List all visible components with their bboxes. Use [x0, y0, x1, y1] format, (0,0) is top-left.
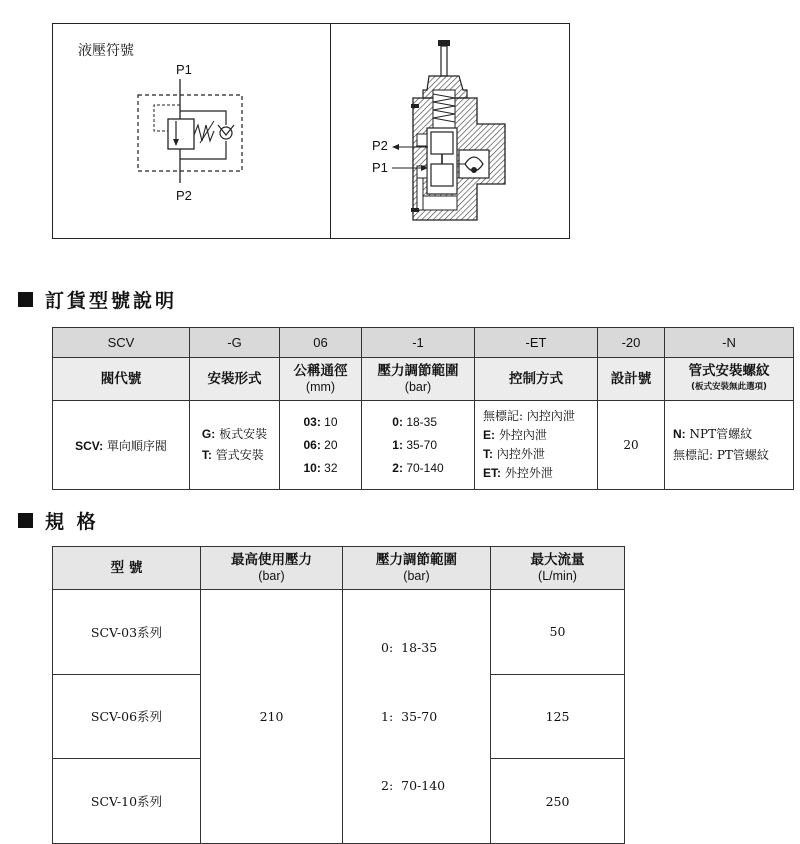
header-thread-note: (板式安裝無此選項) — [691, 382, 767, 392]
specs-header-flow-unit: (L/min) — [538, 569, 577, 583]
heading-square-icon — [18, 513, 33, 528]
valve-section-diagram — [405, 38, 510, 226]
thread-desc: NPT管螺紋 — [689, 427, 753, 441]
mounting-code: T: — [201, 448, 212, 462]
control-code: ET: — [483, 466, 501, 480]
thread-desc: 無標記: PT管螺紋 — [673, 448, 769, 462]
size-code: 03: — [303, 414, 321, 429]
spec-range-item: 1: 35-70 — [381, 709, 438, 724]
size-item — [303, 457, 337, 480]
symbol-port-p1: P1 — [176, 62, 192, 77]
specs-table — [52, 546, 625, 844]
specs-header-max-pressure-main: 最高使用壓力 — [231, 552, 312, 568]
pressure-cell — [362, 401, 475, 490]
header-series: 閥代號 — [53, 358, 190, 401]
specs-heading-text: 規 格 — [45, 511, 99, 533]
header-size-main: 公稱通徑 — [293, 363, 348, 379]
code-cell: -N — [665, 328, 794, 358]
table-row — [53, 590, 625, 675]
pressure-val: 18-35 — [406, 414, 438, 429]
pressure-code: 2: — [392, 460, 403, 475]
code-cell: -ET — [475, 328, 598, 358]
specs-header-range — [343, 547, 491, 590]
code-cell: -20 — [598, 328, 665, 358]
specs-header-max-pressure — [201, 547, 343, 590]
code-cell: 06 — [280, 328, 362, 358]
pressure-item — [392, 411, 443, 434]
thread-cell — [665, 401, 794, 490]
section-port-p2: P2 — [372, 138, 388, 153]
header-pressure-unit: (bar) — [404, 380, 432, 394]
control-desc: 無標記: 內控內泄 — [483, 409, 575, 423]
detail-row — [53, 401, 794, 490]
design-cell: 20 — [598, 401, 665, 490]
symbol-port-p2: P2 — [176, 188, 192, 203]
size-val: 20 — [324, 437, 338, 452]
size-item — [303, 411, 337, 434]
section-port-arrows — [390, 140, 430, 174]
control-code: E: — [483, 428, 495, 442]
hydraulic-symbol-diagram — [130, 75, 250, 187]
header-thread-main: 管式安裝螺紋 — [688, 363, 770, 379]
spec-model: SCV-06系列 — [53, 674, 201, 759]
specs-header-flow-main: 最大流量 — [530, 552, 585, 568]
spec-flow: 125 — [491, 674, 625, 759]
thread-item — [673, 445, 793, 466]
header-thread — [665, 358, 794, 401]
specs-header-row — [53, 547, 625, 590]
size-val: 32 — [324, 460, 338, 475]
size-code: 10: — [303, 460, 321, 475]
control-desc: 外控內泄 — [498, 428, 547, 442]
size-val: 10 — [324, 414, 338, 429]
spec-model: SCV-03系列 — [53, 590, 201, 675]
spec-max-pressure: 210 — [201, 590, 343, 844]
ordering-table — [52, 327, 794, 490]
size-item — [303, 434, 337, 457]
control-item — [483, 445, 597, 464]
section-port-p1: P1 — [372, 160, 388, 175]
specs-header-model: 型 號 — [53, 547, 201, 590]
spec-range-item: 2: 70-140 — [381, 778, 446, 793]
header-design: 設計號 — [598, 358, 665, 401]
control-desc: 外控外泄 — [504, 466, 553, 480]
pressure-val: 70-140 — [406, 460, 444, 475]
mounting-cell — [190, 401, 280, 490]
spec-model: SCV-10系列 — [53, 759, 201, 844]
control-desc: 內控外泄 — [496, 447, 545, 461]
header-pressure — [362, 358, 475, 401]
mounting-desc: 管式安裝 — [215, 448, 264, 462]
specs-header-range-unit: (bar) — [403, 569, 430, 583]
header-control: 控制方式 — [475, 358, 598, 401]
pressure-code: 1: — [392, 437, 403, 452]
symbol-title: 液壓符號 — [78, 43, 134, 59]
series-desc: 單向順序閥 — [106, 438, 167, 453]
code-cell: SCV — [53, 328, 190, 358]
spec-flow: 50 — [491, 590, 625, 675]
control-cell — [475, 401, 598, 490]
mounting-item — [202, 424, 267, 445]
header-size-unit: (mm) — [305, 380, 336, 394]
code-row — [53, 328, 794, 358]
control-item — [483, 426, 597, 445]
mounting-desc: 板式安裝 — [219, 427, 268, 441]
control-code: T: — [483, 447, 493, 461]
code-cell: -1 — [362, 328, 475, 358]
size-code: 06: — [303, 437, 321, 452]
heading-square-icon — [18, 292, 33, 307]
pressure-item — [392, 434, 443, 457]
specs-heading — [18, 507, 99, 534]
series-cell — [53, 401, 190, 490]
thread-item — [673, 424, 793, 445]
specs-header-max-pressure-unit: (bar) — [258, 569, 285, 583]
header-mounting: 安裝形式 — [190, 358, 280, 401]
ordering-heading-text: 訂貨型號說明 — [45, 290, 178, 312]
code-cell: -G — [190, 328, 280, 358]
series-code: SCV: — [75, 438, 104, 453]
size-cell — [280, 401, 362, 490]
ordering-heading — [18, 286, 177, 313]
spec-range — [343, 590, 491, 844]
header-row — [53, 358, 794, 401]
header-size — [280, 358, 362, 401]
control-item — [483, 407, 597, 426]
mounting-item — [202, 445, 267, 466]
specs-header-flow — [491, 547, 625, 590]
spec-flow: 250 — [491, 759, 625, 844]
pressure-code: 0: — [392, 414, 403, 429]
pressure-val: 35-70 — [406, 437, 438, 452]
thread-code: N: — [673, 427, 686, 441]
control-item — [483, 464, 597, 483]
mounting-code: G: — [201, 427, 216, 441]
pressure-item — [392, 457, 443, 480]
header-pressure-main: 壓力調節範圍 — [377, 363, 459, 379]
spec-range-item: 0: 18-35 — [381, 640, 438, 655]
specs-header-range-main: 壓力調節範圍 — [376, 552, 457, 568]
